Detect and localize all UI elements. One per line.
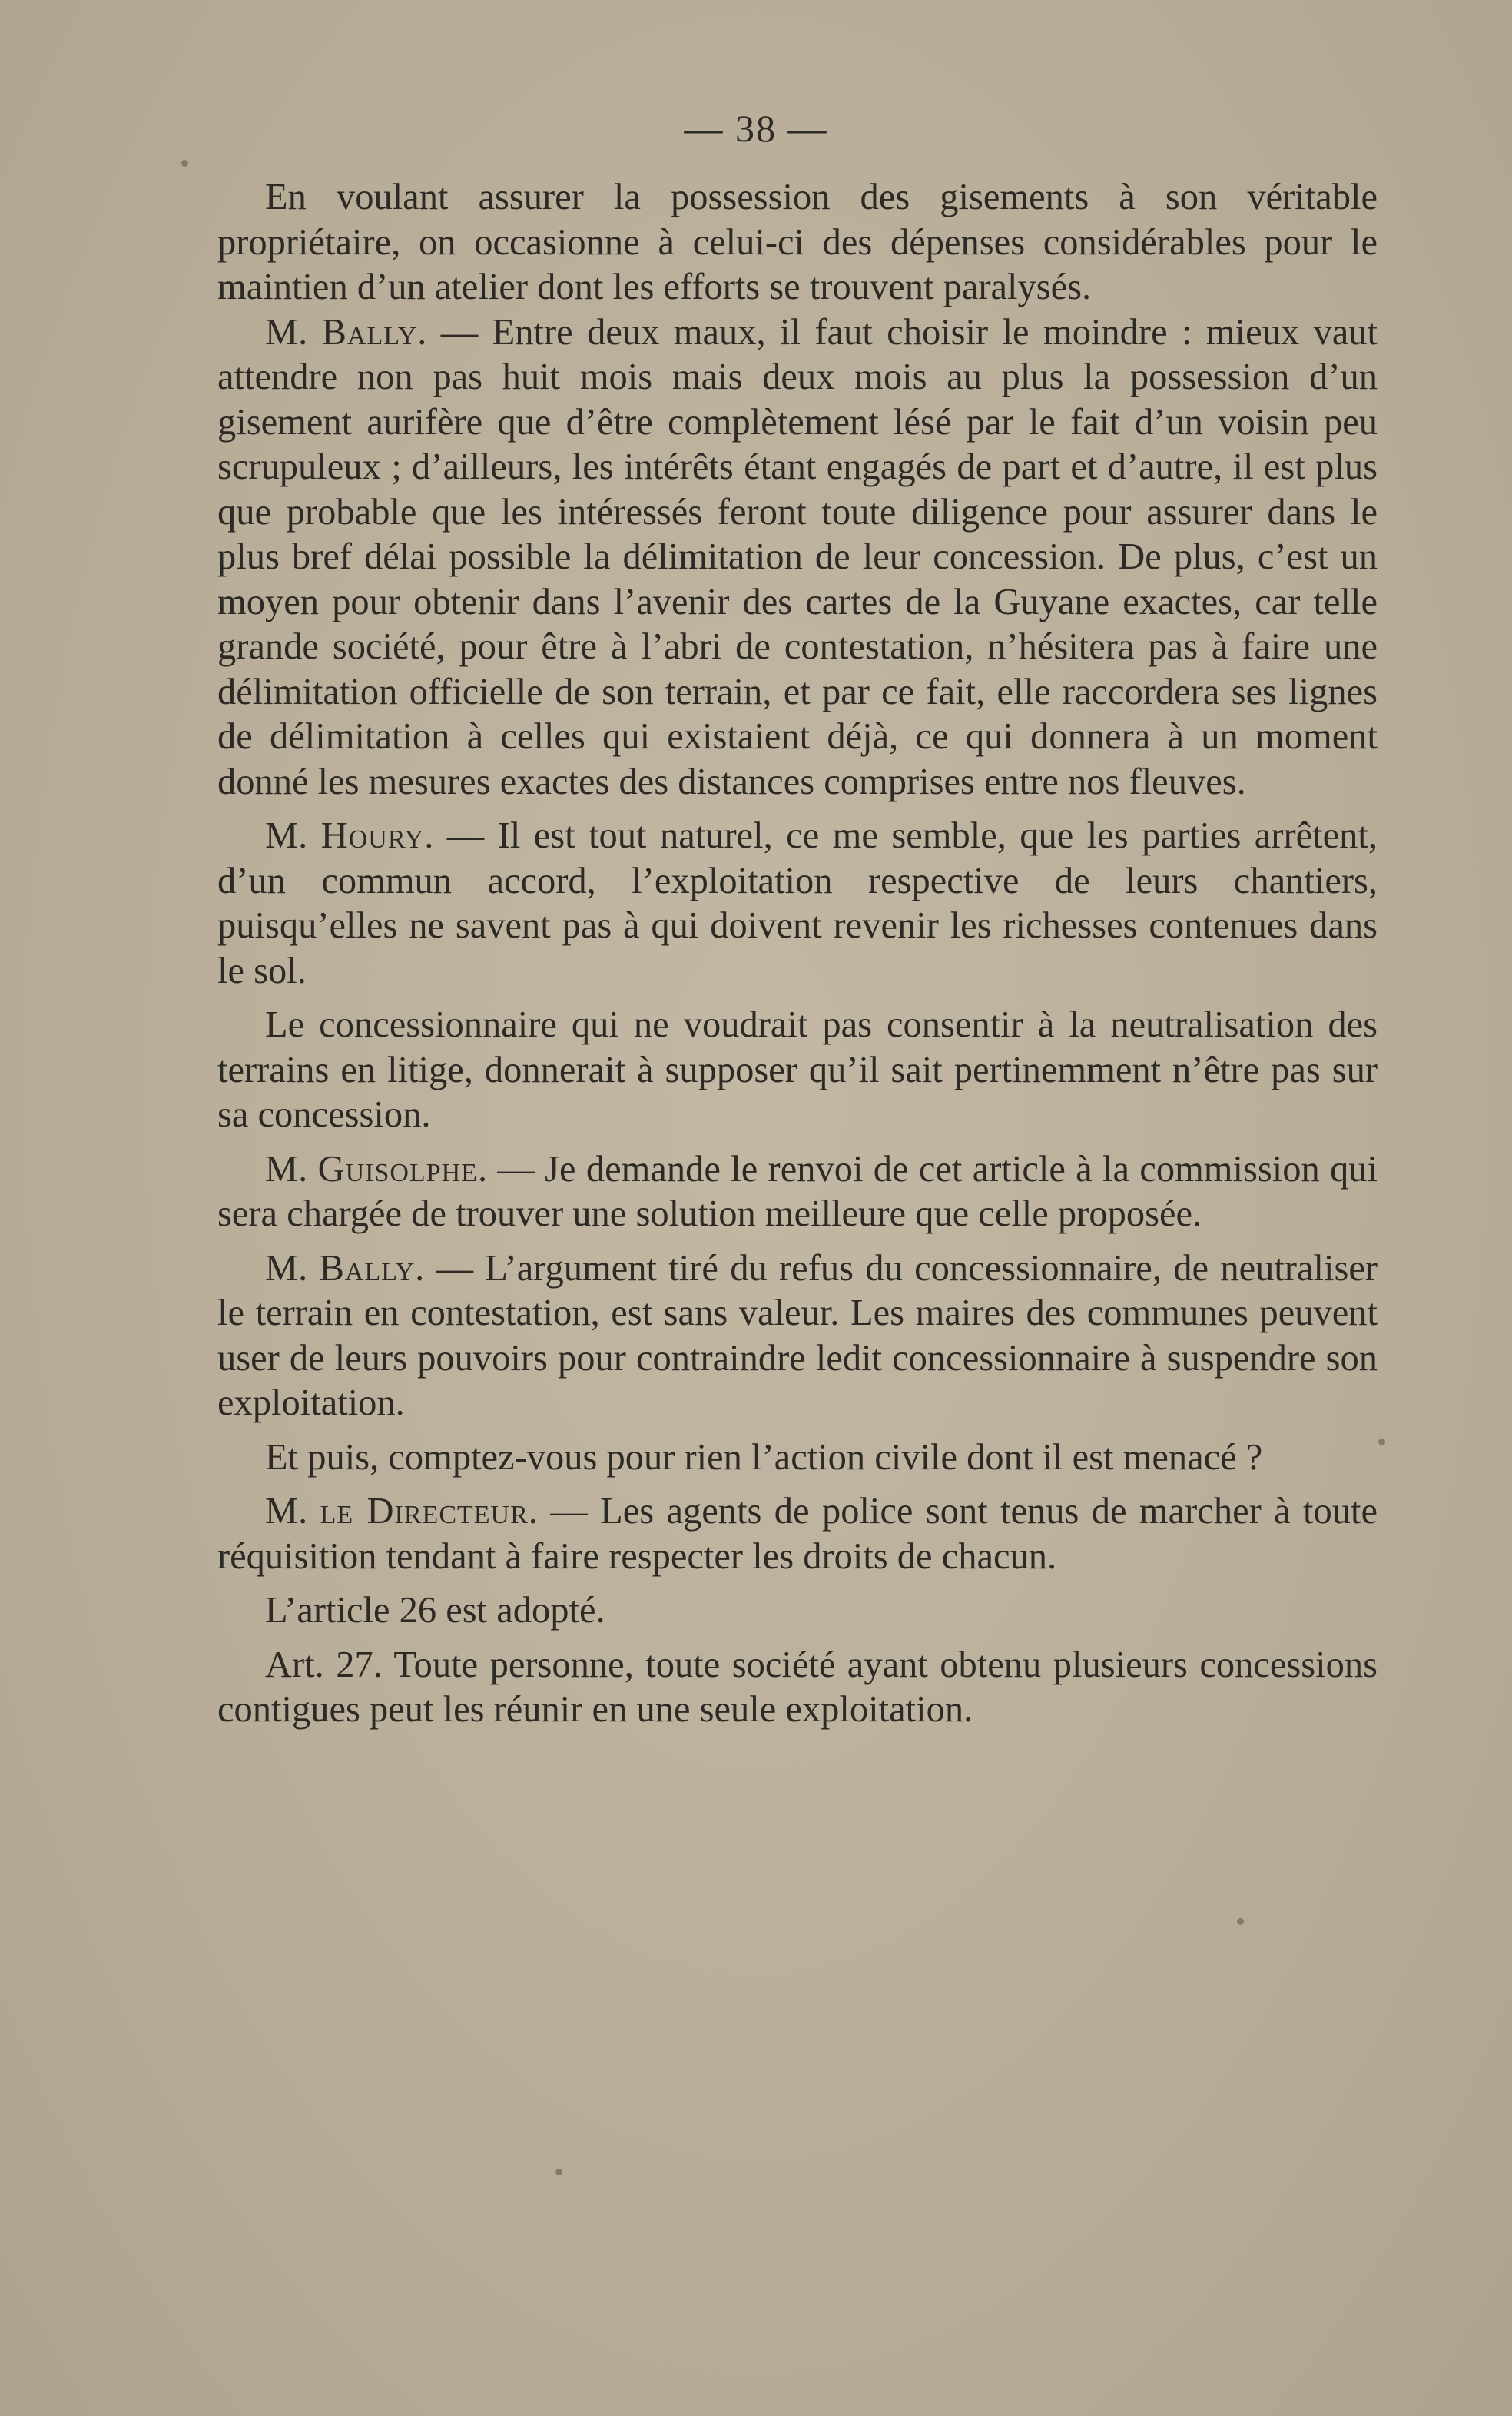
speaker-name: Bally	[319, 1247, 416, 1289]
paragraph-text: . — Je demande le renvoi de cet article à la commission qui sera chargée de trouver une solution meilleure que celle proposée.	[217, 1148, 1378, 1234]
paragraph-1	[217, 175, 1378, 310]
paragraph-text: . — L’argument tiré du refus du concessionnaire, de neutraliser le terrain en contestation, est sans valeur. Les maires des communes peuvent user de leurs pouvoirs pour contraindre ledit concessionnaire à suspendre son exploitation.	[217, 1247, 1378, 1423]
paragraph-7	[217, 1435, 1378, 1481]
speaker-prefix: M.	[265, 311, 308, 353]
paragraph-text: L’article 26 est adopté.	[265, 1590, 605, 1631]
paragraph-text: Et puis, comptez-vous pour rien l’action civile dont il est menacé ?	[265, 1436, 1263, 1478]
page-number: — 38 —	[684, 107, 828, 150]
paper-speck	[1378, 1439, 1385, 1445]
paragraph-text: En voulant assurer la possession des gisements à son véritable propriétaire, on occasionne à celui-ci des dépenses considérables pour le maintien d’un atelier dont les efforts se trouvent paralysés.	[217, 177, 1378, 307]
paragraph-text: . — Il est tout naturel, ce me semble, que les parties arrêtent, d’un commun accord, l’exploitation respective de leurs chantiers, puisqu’elles ne savent pas à qui doivent revenir les richesses contenues dans le sol.	[217, 815, 1378, 991]
paragraph-3	[217, 814, 1378, 994]
paragraph-6	[217, 1246, 1378, 1426]
paragraph-text: Le concessionnaire qui ne voudrait pas consentir à la neutralisation des terrains en litige, donnerait à supposer qu’il sait pertinemment n’être pas sur sa concession.	[217, 1004, 1378, 1135]
speaker-prefix: M.	[265, 815, 308, 856]
paper-speck	[181, 160, 188, 167]
paragraph-5	[217, 1147, 1378, 1237]
paragraph-2	[217, 310, 1378, 805]
paper-speck	[555, 2169, 562, 2175]
speaker-name: Guisolphe	[317, 1148, 478, 1190]
speaker-name: le Directeur	[320, 1491, 529, 1532]
body-text	[217, 175, 1378, 1733]
paragraph-4	[217, 1003, 1378, 1138]
paragraph-10	[217, 1643, 1378, 1733]
speaker-prefix: M.	[265, 1148, 308, 1190]
speaker-name: Houry	[320, 815, 425, 856]
paragraph-text: . — Les agents de police sont tenus de marcher à toute réquisition tendant à faire respecter les droits de chacun.	[217, 1491, 1378, 1577]
paragraph-8	[217, 1489, 1378, 1579]
paragraph-text: Art. 27. Toute personne, toute société ayant obtenu plusieurs concessions contigues peut les réunir en une seule exploitation.	[217, 1644, 1378, 1730]
speaker-prefix: M.	[265, 1491, 308, 1532]
paragraph-9	[217, 1588, 1378, 1634]
paper-speck	[1237, 1918, 1244, 1925]
paragraph-text: . — Entre deux maux, il faut choisir le moindre : mieux vaut attendre non pas huit mois mais deux mois au plus la possession d’un gisement aurifère que d’être complètement lésé par le fait d’un voisin peu scrupuleux ; d’ailleurs, les intérêts étant engagés de part et d’autre, il est plus que probable que les intéressés feront toute diligence pour assurer dans le plus bref délai possible la délimitation de leur concession. De plus, c’est un moyen pour obtenir dans l’avenir des cartes de la Guyane exactes, car telle grande société, pour être à l’abri de contestation, n’hésitera pas à faire une délimitation officielle de son terrain, et par ce fait, elle raccordera ses lignes de délimitation à celles qui existaient déjà, ce qui donnera à un moment donné les mesures exactes des distances comprises entre nos fleuves.	[217, 311, 1378, 802]
speaker-prefix: M.	[265, 1247, 308, 1289]
speaker-name: Bally	[321, 311, 418, 353]
